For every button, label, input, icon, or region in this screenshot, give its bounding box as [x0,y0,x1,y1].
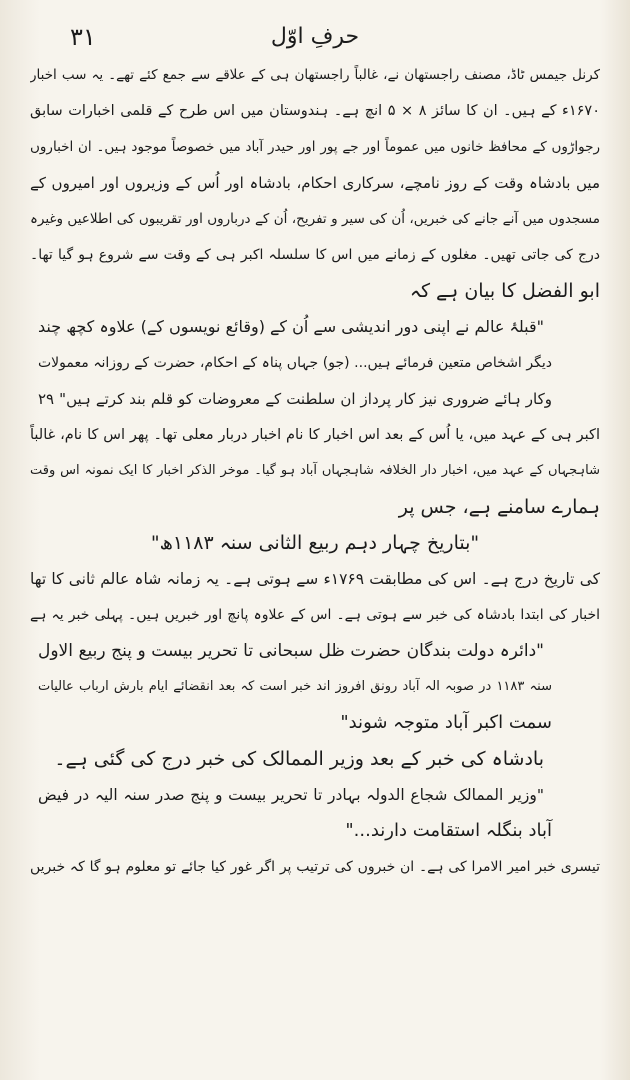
quote-line: "قبلۂ عالم نے اپنی دور اندیشی سے اُن کے (وقائع نویسوں کے) علاوہ کچھ چند [38,317,544,336]
text-line: کرنل جیمس ٹاڈ، مصنف راجستھان نے، غالباً راجستھان ہی کے علاقے سے جمع کئے تھے۔ یہ سب اخبار [30,67,600,83]
text-line: رجواڑوں کے محافظ خانوں میں عموماً اور جے پور اور حیدر آباد میں خصوصاً موجود ہیں۔ ان اخباروں [30,139,600,155]
quote-line: سنہ ۱۱۸۳ در صوبہ الہ آباد رونق افروز اند خبر است کہ بعد انقضائے ایام بارش ارباب عالیات [38,679,552,694]
text-line: مسجدوں میں آنے جانے کی خبریں، اُن کی سیر و تفریح، اُن کے درباروں اور تقریبوں کی اطلاعیں وغیرہ [30,211,600,227]
text-line: کی تاریخ درج ہے۔ اس کی مطابقت ۱۷۶۹ء سے ہوتی ہے۔ یہ زمانہ شاہ عالم ثانی کا تھا [30,570,600,588]
text-line: اخبار کی ابتدا بادشاہ کی خبر سے ہوتی ہے۔ اس کے علاوہ پانچ اور خبریں ہیں۔ پہلی خبر یہ ہے [30,607,600,623]
text-line: تیسری خبر امیر الامرا کی ہے۔ ان خبروں کی ترتیب پر اگر غور کیا جائے تو معلوم ہو گا کہ خبریں [30,859,600,875]
text-line: درج کی جاتی تھیں۔ مغلوں کے زمانے میں اس کا سلسلہ اکبر ہی کے وقت سے شروع ہو گیا تھا۔ [30,247,600,263]
page-body [30,62,600,1068]
text-line: اکبر ہی کے عہد میں، یا اُس کے بعد اس اخبار کا نام اخبار دربار معلی تھا۔ پھر اس کا نام، غالباً [30,427,600,443]
quote-line: سمت اکبر آباد متوجہ شوند" [340,712,552,733]
text-line: ۱۶۷۰ء کے ہیں۔ ان کا سائز ۸ × ۵ انچ ہے۔ ہندوستان میں اس طرح کے قلمی اخبارات سابق [30,103,600,119]
quote-line: "وزیر الممالک شجاع الدولہ بہادر تا تحریر بیست و پنج صدر سنہ الیہ در فیض [38,786,544,804]
running-title: حرفِ اوّل [270,24,360,49]
text-line: میں بادشاہ وقت کے روز نامچے، سرکاری احکام، بادشاہ اور اُس کے وزیروں اور امیروں کے [30,174,600,192]
quote-line: "دائرہ دولت بندگان حضرت ظل سبحانی تا تحریر بیست و پنج ربیع الاول [38,641,544,661]
quote-line: وکار ہائے ضروری نیز کار پرداز ان سلطنت کے معروضات کو قلم بند کرتے ہیں" ۲۹ [38,390,552,408]
quote-line: آباد بنگلہ استقامت دارند..." [345,820,552,841]
text-line: ابو الفضل کا بیان ہے کہ [409,280,600,302]
text-line: ہمارے سامنے ہے، جس پر [398,496,600,518]
date-quote-line: "بتاریخ چہار دہم ربیع الثانی سنہ ۱۱۸۳ھ" [150,532,480,554]
quote-line: دیگر اشخاص متعین فرمائے ہیں... (جو) جہاں پناہ کے احکام، حضرت کے روزانہ معمولات [38,355,552,371]
text-line: شاہجہاں کے عہد میں، اخبار دار الخلافہ شاہجہاں آباد ہو گیا۔ موخر الذکر اخبار کا ایک نمونہ اس وقت [30,463,600,478]
page-header [40,20,590,56]
page-number: ٣١ [70,23,96,51]
text-line: بادشاہ کی خبر کے بعد وزیر الممالک کی خبر درج کی گئی ہے۔ [54,748,544,770]
